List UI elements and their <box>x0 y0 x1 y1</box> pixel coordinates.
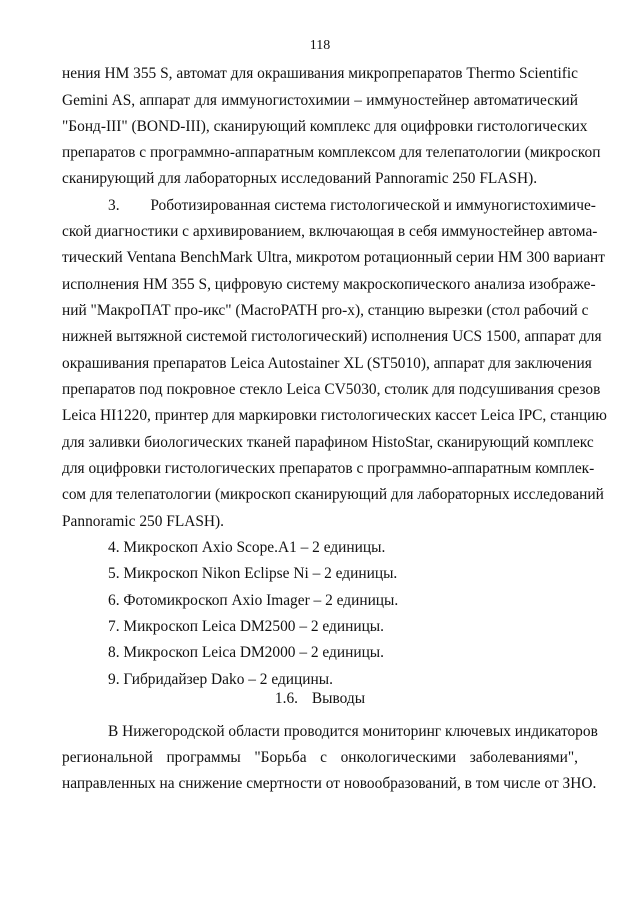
section-title: Выводы <box>311 690 366 707</box>
para2-line: исполнения HM 355 S, цифровую систему макроскопического анализа изображе- <box>62 276 596 293</box>
para1-line: "Бонд-III" (BOND-III), сканирующий комплекс для оцифровки гистологических <box>62 118 588 135</box>
section-heading <box>0 690 640 708</box>
list-item: 8. Микроскоп Leica DM2000 – 2 единицы. <box>108 644 384 661</box>
para2-line: тический Ventana BenchMark Ultra, микротом ротационный серии HM 300 вариант <box>62 249 605 266</box>
para2-line: для оцифровки гистологических препаратов с программно-аппаратным комплек- <box>62 460 595 477</box>
para2-line: окрашивания препаратов Leica Autostainer XL (ST5010), аппарат для заключения <box>62 355 592 372</box>
para3-line: В Нижегородской области проводится мониторинг ключевых индикаторов <box>108 723 598 740</box>
para2-line: для заливки биологических тканей парафином HistoStar, сканирующий комплекс <box>62 434 594 451</box>
para1-line: сканирующий для лабораторных исследований Pannoramic 250 FLASH). <box>62 170 538 187</box>
section-number: 1.6. <box>274 690 299 707</box>
para2-line: ской диагностики с архивированием, включающая в себя иммуностейнер автома- <box>62 223 598 240</box>
para3-line: региональной программы "Борьба с онкологическими заболеваниями", <box>62 749 578 766</box>
para2-line: препаратов под покровное стекло Leica CV5030, столик для подсушивания срезов <box>62 381 601 398</box>
para1-line: препаратов с программно-аппаратным комплексом для телепатологии (микроскоп <box>62 144 601 161</box>
list-item: 7. Микроскоп Leica DM2500 – 2 единицы. <box>108 618 384 635</box>
para2-line: Leica HI1220, принтер для маркировки гистологических кассет Leica IPC, станцию <box>62 407 607 424</box>
para2-line: Pannoramic 250 FLASH). <box>62 513 225 530</box>
para2-line: нижней вытяжной системой гистологический) исполнения UCS 1500, аппарат для <box>62 328 602 345</box>
list-item: 6. Фотомикроскоп Axio Imager – 2 единицы. <box>108 592 399 609</box>
para2-line: 3. Роботизированная система гистологической и иммуногистохимиче- <box>108 197 596 214</box>
para3-line: направленных на снижение смертности от новообразований, в том числе от ЗНО. <box>62 775 597 792</box>
para2-line: ний "МакроПАТ про-икс" (MacroPATH pro-x), станцию вырезки (стол рабочий с <box>62 302 589 319</box>
para2-line: сом для телепатологии (микроскоп сканирующий для лабораторных исследований <box>62 486 604 503</box>
list-item: 9. Гибридайзер Dako – 2 едицины. <box>108 671 333 688</box>
para1-line: Gemini AS, аппарат для иммуногистохимии – иммуностейнер автоматический <box>62 92 578 109</box>
list-item: 5. Микроскоп Nikon Eclipse Ni – 2 единицы. <box>108 565 398 582</box>
para1-line: нения HM 355 S, автомат для окрашивания микропрепаратов Thermo Scientific <box>62 65 578 82</box>
list-item: 4. Микроскоп Axio Scope.A1 – 2 единицы. <box>108 539 386 556</box>
page-number: 118 <box>309 38 331 53</box>
